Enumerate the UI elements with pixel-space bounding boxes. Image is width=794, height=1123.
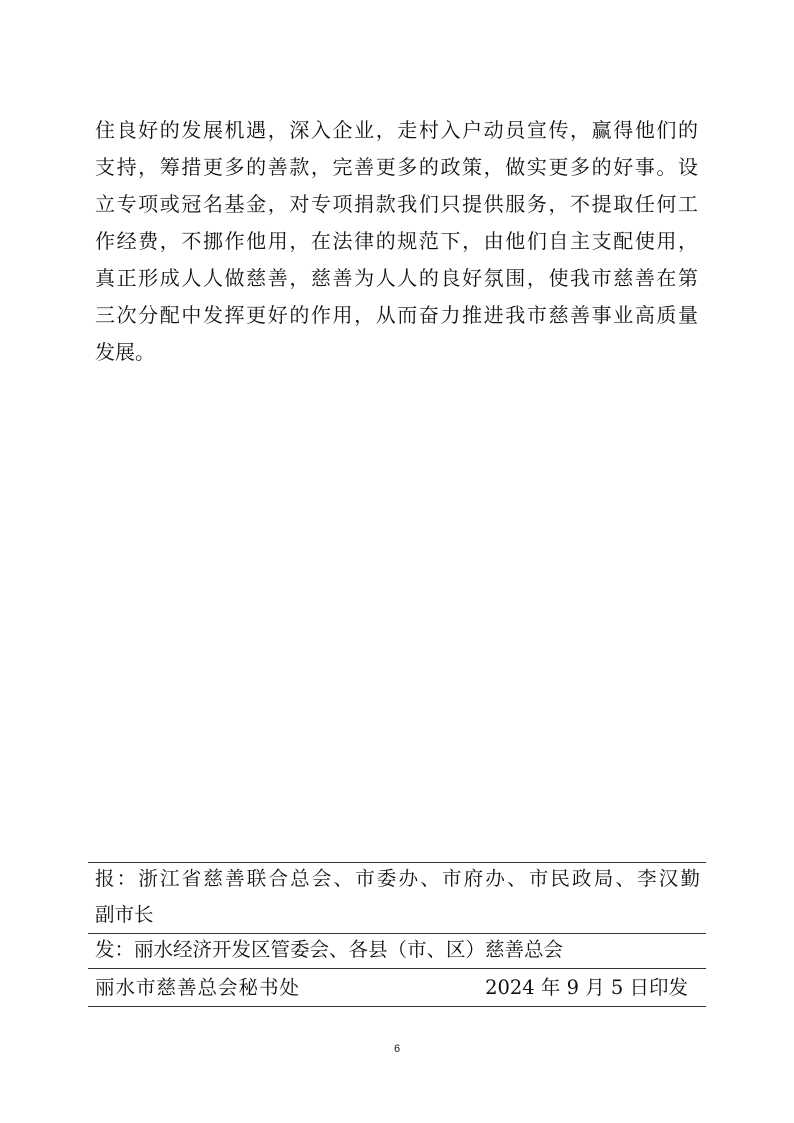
body-line: 作经费，不挪作他用，在法律的规范下，由他们自主支配使用，	[95, 229, 698, 253]
report-to-line: 报：浙江省慈善联合总会、市委办、市府办、市民政局、李汉勤	[95, 867, 700, 890]
body-paragraph	[95, 112, 698, 371]
send-to-line: 发：丽水经济开发区管委会、各县（市、区）慈善总会	[95, 938, 564, 961]
send-to-block	[95, 932, 700, 968]
body-line: 三次分配中发挥更好的作用，从而奋力推进我市慈善事业高质量	[95, 303, 698, 327]
body-line: 真正形成人人做慈善，慈善为人人的良好氛围，使我市慈善在第	[95, 266, 698, 290]
body-line: 支持，筹措更多的善款，完善更多的政策，做实更多的好事。设	[95, 155, 698, 179]
report-to-block	[95, 861, 700, 933]
body-line: 发展。	[95, 340, 155, 364]
distribution-divider	[88, 968, 706, 969]
body-line: 住良好的发展机遇，深入企业，走村入户动员宣传，赢得他们的	[95, 118, 698, 142]
issue-date: 2024 年 9 月 5 日印发	[485, 976, 688, 999]
distribution-bottom-rule	[88, 1006, 706, 1007]
page-number: 6	[393, 1043, 401, 1055]
body-line: 立专项或冠名基金，对专项捐款我们只提供服务，不提取任何工	[95, 192, 698, 216]
report-to-line: 副市长	[95, 903, 154, 926]
issuer-name: 丽水市慈善总会秘书处	[95, 976, 301, 999]
